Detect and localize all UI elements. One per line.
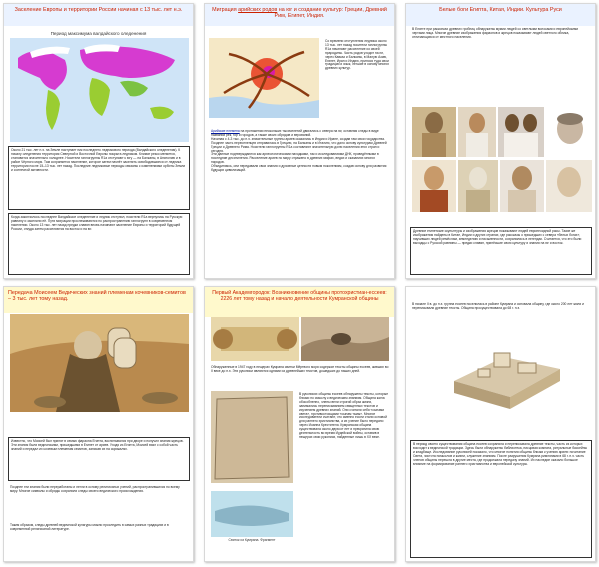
cave-image xyxy=(301,317,389,361)
side-text: Со времени отступления ледника около 13 тыс. лет назад носители гаплогруппы R1a начинают расселение из своей прародины. Часть родов уходит на юг, через Кавказ и Балканы, в Малую Азию, Египет, Иран и Индию, принося туда свои традиции и язык, легшие в основу многих древних культур. xyxy=(323,38,391,124)
slide-white-gods xyxy=(405,3,596,279)
statue-image xyxy=(458,160,498,212)
text-box: Известно, что Моисей был принят в семью фараона Египта, воспитывался при дворе и получил знания жрецов. Эти знания были ведическими, пришедшими в Египет от ариев. Уходя из Египта, Моисей взял с собой часть знаний и передал их кочевым племенам семитов, записав их на скрижалях. xyxy=(8,437,190,481)
scroll-image xyxy=(211,491,293,537)
text-box: Когда закончилось последнее Валдайское оледенение и ледник отступил, носители R1a вернулись на Русскую равнину и заселили её. Пути миграции прослеживаются по распространению гаплогрупп в современном населении. Около 13 тыс. лет назад предки славян вновь начинают заселение Европы и территорий будущей России, откуда затем расселяются на восток и на юг. xyxy=(8,213,190,275)
slide-title: Миграция арийских родов на юг и создание культур: Греции, Древний Рим, Египет, Индия. xyxy=(212,7,387,20)
statue-image xyxy=(546,107,592,157)
statue-image xyxy=(498,107,544,157)
statue-image xyxy=(500,160,544,212)
intro-text: В начале II в. до н.э. группа ессеев поселилась в районе Кумрана и основала общину, где около 200 лет жили и переписывали древние тексты. Община просуществовала до 68 г. н.э. xyxy=(410,301,592,325)
text-box: Таким образом, следы древней ведической культуры можно проследить в самых разных традициях и в современной религиозной литературе. xyxy=(8,522,190,556)
statue-image xyxy=(412,160,456,212)
slide-moses xyxy=(3,286,194,562)
body-text: Арийские племена на протяжении нескольких тысячелетий двигались с севера на юг, оставляя следы в виде названий рек, гор и городов, а также своих обрядов и верований. Начиная с 4-3 тыс. до н.э. значительные группы ариев оказались в Индии и Иране, создав там свои государства. Позднее часть переселенцев отправилась в Грецию, на Балканы и в Италию, что дало основу культурам Древней Греции и Древнего Рима. Носители гаплогруппы R1a составляют значительную долю населения этих стран и сегодня. Эти данные подтверждаются как археологическими находками, так и исследованиями ДНК, проведёнными в последние десятилетия. Расселение ариев по миру отражено в древних мифах, ведах и сказаниях многих народов. Объединяясь, они передавали свои знания и духовные ценности новым поколениям, создав основу для развития будущих цивилизаций. xyxy=(209,128,391,276)
slide-europe-settlement xyxy=(3,3,194,279)
slide-title: Заселение Европы и территории России начиная с 13 тыс. лет н.э. xyxy=(14,7,183,13)
right-text: В рукописях общины ессеев обнаружены тексты, которые близки по смыслу к ведическим знаниям. Община жила обособленно, члены вели строгий образ жизни, занимались переписыванием священных текстов и изучением древних знаний. Они считали себя «сынами света», противостоящими «сынам тьмы». Многие исследователи считают, что именно ессеи стали основой для раннего христианства, а их учение было передано через Иоанна Крестителя. Кумранская община существовала около двухсот лет и прекратила свою деятельность во время Иудейской войны, оставив в пещерах свои рукописи, найденные лишь в XX веке. xyxy=(297,391,391,559)
text-box: Около 21 тыс. лет н.э. на Земле наступает пик последнего ледникового периода (Валдайского оледенения). К началу оледенения территория Северной и Восточной Европы покрыта ледником. Климат резко меняется, становится значительно холоднее. Носители гаплогруппы R1a отступают к югу — на Балканы, в Анатолию и в район Чёрного моря. Там сохраняется население, которое затем начнёт заселять освободившиеся от ледника территории после 15–13 тыс. лет назад. Последние ледниковые периоды связаны с изменениями орбиты Земли и солнечной активности. xyxy=(8,146,190,210)
map-caption: Период максимума валдайского оледенения xyxy=(50,31,147,36)
slide-title: Первый Академгородок: Возникновение общины протохристиан-ессеев: 2226 лет тому назад и начало деятельности Кумранской общины xyxy=(212,290,387,303)
statue-image xyxy=(412,107,456,157)
world-map-image xyxy=(10,38,189,142)
slide-title: Передача Моисеем Ведических знаний племенам кочевников-семитов – 3 тыс. лет тому назад. xyxy=(8,290,186,303)
text-box: Позднее эти знания были переработаны и легли в основу религиозных учений, распространившихся по всему миру. Многие символы и обряды сохранили следы своего ведического происхождения. xyxy=(8,484,190,518)
slide-title: Белые боги Египта, Китая, Индии. Культура Руси xyxy=(439,7,562,13)
slide-aryan-migration xyxy=(204,3,395,279)
text-box: В период своего существования община ессеев сохраняла и переписывала древние тексты, часть из которых восходит к ведической традиции. Здесь были обнаружены библиотека, писцовая комната, ритуальные бассейны и кладбище. Исследование рукописей показало, что многие понятия общины близки к учению ариев: почитание Света, чистота помыслов и жизни, служение знаниям. После разрушения Кумрана римлянами в 68 г. н.э. часть членов общины перешла в другие места, где продолжала передачу знаний. Их наследие оказало большое влияние на формирование раннего христианства и европейской культуры. xyxy=(410,440,592,558)
qumran-model-image xyxy=(448,335,566,415)
intro-text: В Египте при раскопках древних гробниц обнаружены мумии людей со светлыми волосами и европейскими чертами лица. Многие древние изображения фараонов и жрецов показывают людей светлого облика, отличающихся от местного населения. xyxy=(410,26,592,62)
caption-text: Обнаруженные в 1947 году в пещерах Кумрана свитки Мёртвого моря содержат тексты общины ессеев, живших во II веке до н.э. Эти рукописи являются одними из древнейших текстов, дошедших до наших дней. xyxy=(209,364,391,388)
text-box: Древние египетские скульптуры и изображения жрецов показывают людей европеоидной расы. Такие же изображения найдены в Китае, Индии и других странах, где рассказы о пришедших с севера «белых богах», научивших людей ремёслам, земледелию и письменности, сохранились в легендах. Считается, что это были выходцы с Русской равнины — предки славян, принёсшие свою культуру и знания на юг и восток. xyxy=(410,227,592,275)
scroll-label: Свиток из Кумрана. Фрагмент xyxy=(228,538,276,542)
statue-image xyxy=(458,107,496,157)
migration-map-image xyxy=(209,38,319,118)
statue-image xyxy=(546,160,592,212)
manuscript-image xyxy=(211,391,293,483)
scroll-image xyxy=(211,317,299,361)
slide-qumran-ruins xyxy=(405,286,596,562)
slide-qumran-community xyxy=(204,286,395,562)
moses-painting-image xyxy=(10,314,189,412)
